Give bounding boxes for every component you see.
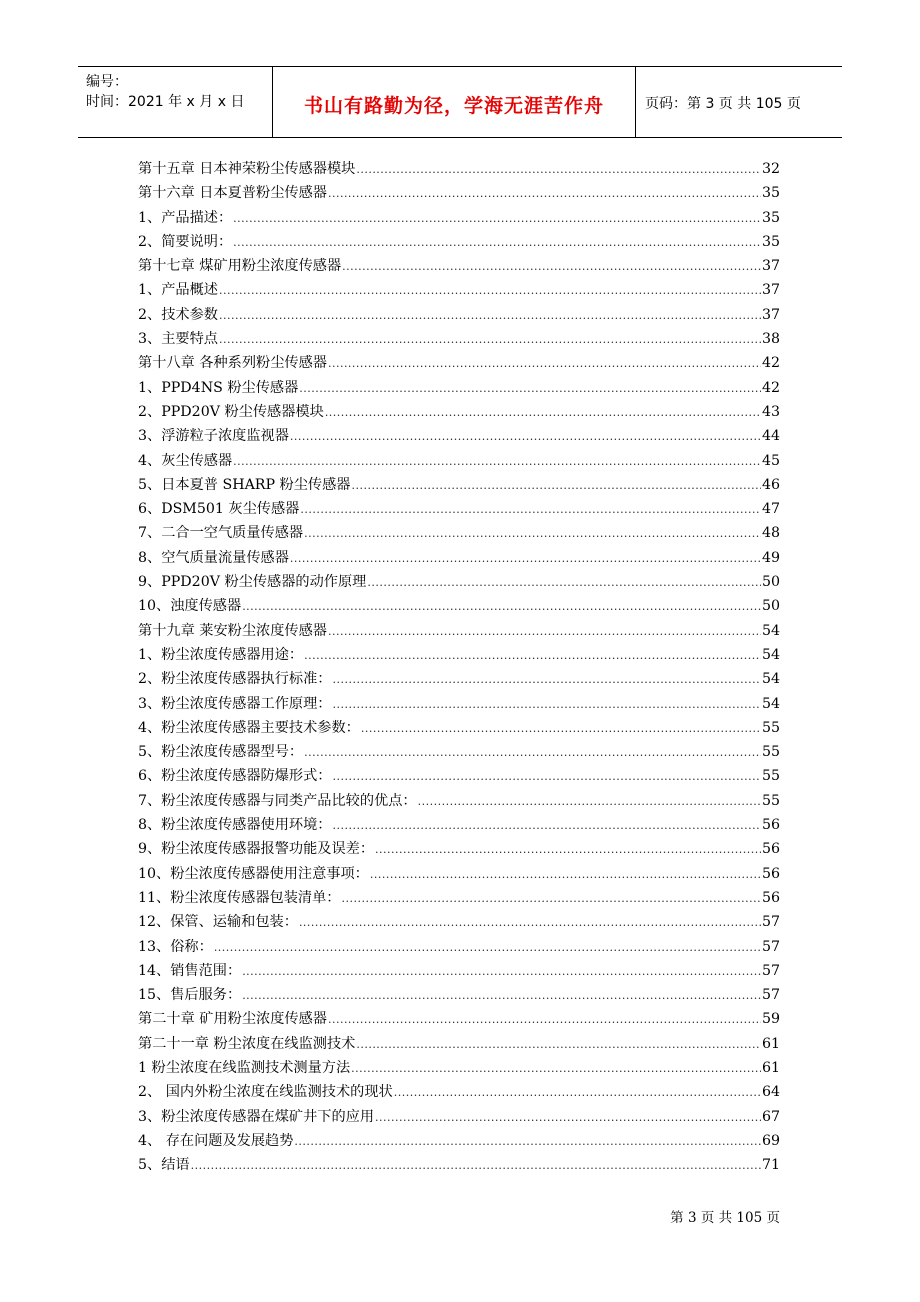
toc-entry-page: 32 xyxy=(761,161,780,177)
toc-entry-page: 61 xyxy=(761,1059,780,1076)
toc-entry[interactable] xyxy=(138,1105,780,1129)
toc-entry[interactable] xyxy=(138,716,780,740)
toc-leader-dots xyxy=(290,547,761,571)
toc-entry[interactable] xyxy=(138,1056,780,1080)
toc-entry-title: 2、简要说明： xyxy=(138,233,233,250)
toc-leader-dots xyxy=(328,182,761,206)
toc-entry-title: 12、保管、运输和包装： xyxy=(138,914,298,931)
toc-entry-title: 10、浊度传感器 xyxy=(138,598,242,615)
toc-entry-page: 54 xyxy=(761,671,780,688)
toc-entry-title: 1、粉尘浓度传感器用途： xyxy=(138,646,304,663)
toc-entry-title: 7、粉尘浓度传感器与同类产品比较的优点： xyxy=(138,792,417,809)
document-date: 时间：2021 年 x 月 x 日 xyxy=(86,94,245,110)
toc-entry[interactable] xyxy=(138,862,780,886)
toc-entry-title: 2、技术参数 xyxy=(138,306,218,323)
header-motto-cell xyxy=(272,67,636,137)
toc-entry[interactable] xyxy=(138,473,780,497)
toc-leader-dots xyxy=(328,352,761,376)
toc-entry-page: 56 xyxy=(761,865,780,882)
toc-leader-dots xyxy=(328,1008,761,1032)
toc-entry-page: 54 xyxy=(761,622,780,639)
toc-leader-dots xyxy=(300,498,761,522)
toc-entry[interactable] xyxy=(138,376,780,400)
toc-entry-title: 第十八章 各种系列粉尘传感器 xyxy=(138,355,327,372)
toc-leader-dots xyxy=(342,255,761,279)
toc-entry[interactable] xyxy=(138,740,780,764)
toc-entry-title: 3、粉尘浓度传感器工作原理： xyxy=(138,695,332,712)
toc-entry-page: 61 xyxy=(761,1035,780,1052)
toc-entry-page: 57 xyxy=(761,914,780,931)
toc-entry-title: 9、粉尘浓度传感器报警功能及误差： xyxy=(138,841,375,858)
toc-entry[interactable] xyxy=(138,1032,780,1056)
toc-entry-page: 44 xyxy=(761,428,780,445)
document-number-label: 编号： xyxy=(86,74,128,90)
toc-entry-page: 48 xyxy=(761,525,780,542)
toc-leader-dots xyxy=(418,790,761,814)
toc-leader-dots xyxy=(352,474,761,498)
toc-entry-page: 47 xyxy=(761,501,780,518)
toc-entry-page: 56 xyxy=(761,841,780,858)
toc-entry-title: 第十七章 煤矿用粉尘浓度传感器 xyxy=(138,258,342,275)
toc-entry-title: 第十六章 日本夏普粉尘传感器 xyxy=(138,185,327,202)
toc-entry-page: 45 xyxy=(761,452,780,469)
toc-leader-dots xyxy=(290,425,761,449)
toc-leader-dots xyxy=(242,595,761,619)
toc-entry-title: 6、DSM501 灰尘传感器 xyxy=(138,501,300,518)
toc-entry[interactable] xyxy=(138,497,780,521)
toc-entry[interactable] xyxy=(138,254,780,278)
toc-entry-title: 第十五章 日本神荣粉尘传感器模块 xyxy=(138,161,356,177)
toc-entry-title: 第十九章 莱安粉尘浓度传感器 xyxy=(138,622,327,639)
toc-entry-title: 1 粉尘浓度在线监测技术测量方法 xyxy=(138,1059,351,1076)
toc-entry[interactable] xyxy=(138,886,780,910)
toc-entry[interactable] xyxy=(138,400,780,424)
toc-leader-dots xyxy=(299,377,761,401)
toc-entry[interactable] xyxy=(138,570,780,594)
toc-entry[interactable] xyxy=(138,303,780,327)
toc-entry-title: 7、二合一空气质量传感器 xyxy=(138,525,304,542)
toc-entry-title: 4、灰尘传感器 xyxy=(138,452,233,469)
table-of-contents xyxy=(138,157,780,1177)
toc-leader-dots xyxy=(294,1130,761,1154)
toc-entry[interactable] xyxy=(138,278,780,302)
toc-entry-page: 37 xyxy=(761,282,780,299)
toc-entry-page: 49 xyxy=(761,549,780,566)
toc-leader-dots xyxy=(356,1033,761,1057)
toc-entry-page: 55 xyxy=(761,744,780,761)
toc-entry-page: 50 xyxy=(761,598,780,615)
toc-leader-dots xyxy=(214,936,761,960)
toc-leader-dots xyxy=(332,814,760,838)
toc-entry[interactable] xyxy=(138,546,780,570)
toc-leader-dots xyxy=(233,231,761,255)
toc-entry[interactable] xyxy=(138,1080,780,1104)
toc-entry-page: 35 xyxy=(761,233,780,250)
toc-leader-dots xyxy=(394,1081,761,1105)
toc-leader-dots xyxy=(219,328,761,352)
toc-entry-page: 42 xyxy=(761,379,780,396)
toc-entry[interactable] xyxy=(138,449,780,473)
header-page-cell xyxy=(635,67,842,137)
toc-entry[interactable] xyxy=(138,643,780,667)
toc-entry-title: 1、产品描述： xyxy=(138,209,233,226)
toc-leader-dots xyxy=(356,158,761,182)
toc-leader-dots xyxy=(325,401,761,425)
toc-entry-title: 3、浮游粒子浓度监视器 xyxy=(138,428,289,445)
toc-entry-page: 57 xyxy=(761,987,780,1004)
toc-entry-title: 3、粉尘浓度传感器在煤矿井下的应用 xyxy=(138,1108,375,1125)
toc-entry[interactable] xyxy=(138,521,780,545)
toc-entry[interactable] xyxy=(138,764,780,788)
toc-entry-page: 54 xyxy=(761,646,780,663)
toc-entry-title: 第二十一章 粉尘浓度在线监测技术 xyxy=(138,1035,356,1052)
toc-entry-page: 35 xyxy=(761,209,780,226)
toc-entry[interactable] xyxy=(138,327,780,351)
toc-entry-title: 2、PPD20V 粉尘传感器模块 xyxy=(138,403,324,420)
toc-leader-dots xyxy=(304,522,761,546)
toc-entry[interactable] xyxy=(138,813,780,837)
toc-entry-page: 71 xyxy=(761,1157,780,1174)
toc-leader-dots xyxy=(375,1106,761,1130)
toc-entry[interactable] xyxy=(138,1007,780,1031)
toc-entry-title: 13、俗称： xyxy=(138,938,213,955)
toc-entry[interactable] xyxy=(138,667,780,691)
toc-leader-dots xyxy=(242,984,761,1008)
toc-leader-dots xyxy=(375,838,761,862)
toc-entry[interactable] xyxy=(138,692,780,716)
toc-leader-dots xyxy=(367,571,761,595)
toc-entry[interactable] xyxy=(138,1129,780,1153)
toc-entry[interactable] xyxy=(138,181,780,205)
toc-entry-page: 55 xyxy=(761,768,780,785)
toc-entry[interactable] xyxy=(138,789,780,813)
toc-entry[interactable] xyxy=(138,206,780,230)
toc-entry-title: 1、PPD4NS 粉尘传感器 xyxy=(138,379,299,396)
toc-entry-title: 14、销售范围： xyxy=(138,962,242,979)
toc-entry[interactable] xyxy=(138,351,780,375)
toc-entry[interactable] xyxy=(138,959,780,983)
toc-leader-dots xyxy=(304,741,761,765)
page-footer: 第 3 页 共 105 页 xyxy=(670,1210,780,1226)
toc-leader-dots xyxy=(233,207,761,231)
toc-entry-title: 1、产品概述 xyxy=(138,282,218,299)
toc-entry-page: 55 xyxy=(761,719,780,736)
toc-entry-page: 37 xyxy=(761,306,780,323)
toc-entry-page: 57 xyxy=(761,938,780,955)
toc-leader-dots xyxy=(219,279,761,303)
toc-leader-dots xyxy=(332,668,760,692)
toc-entry-page: 64 xyxy=(761,1084,780,1101)
toc-entry-page: 42 xyxy=(761,355,780,372)
header-meta-cell xyxy=(78,67,272,137)
toc-entry-page: 67 xyxy=(761,1108,780,1125)
toc-entry[interactable] xyxy=(138,910,780,934)
toc-entry-page: 57 xyxy=(761,962,780,979)
header-page-info: 页码：第 3 页 共 105 页 xyxy=(645,96,801,112)
toc-entry-page: 35 xyxy=(761,185,780,202)
toc-entry[interactable] xyxy=(138,424,780,448)
toc-entry-title: 8、空气质量流量传感器 xyxy=(138,549,289,566)
toc-entry[interactable] xyxy=(138,230,780,254)
toc-entry[interactable] xyxy=(138,1153,780,1177)
toc-entry-title: 3、主要特点 xyxy=(138,331,218,348)
toc-entry-title: 6、粉尘浓度传感器防爆形式： xyxy=(138,768,332,785)
toc-leader-dots xyxy=(328,620,761,644)
toc-entry-title: 4、粉尘浓度传感器主要技术参数： xyxy=(138,719,360,736)
toc-entry[interactable] xyxy=(138,594,780,618)
toc-entry-page: 56 xyxy=(761,817,780,834)
toc-entry-title: 5、粉尘浓度传感器型号： xyxy=(138,744,304,761)
toc-leader-dots xyxy=(299,911,761,935)
toc-leader-dots xyxy=(304,644,761,668)
toc-entry[interactable] xyxy=(138,157,780,181)
header-motto: 书山有路勤为径，学海无涯苦作舟 xyxy=(303,95,604,117)
toc-entry-page: 54 xyxy=(761,695,780,712)
toc-entry-page: 37 xyxy=(761,258,780,275)
toc-entry-title: 11、粉尘浓度传感器包装清单： xyxy=(138,889,341,906)
toc-entry-title: 10、粉尘浓度传感器使用注意事项： xyxy=(138,865,369,882)
toc-entry-page: 38 xyxy=(761,331,780,348)
toc-entry-page: 46 xyxy=(761,476,780,493)
toc-leader-dots xyxy=(342,887,761,911)
toc-leader-dots xyxy=(191,1154,761,1178)
toc-entry-page: 59 xyxy=(761,1011,780,1028)
toc-entry-page: 43 xyxy=(761,403,780,420)
toc-leader-dots xyxy=(351,1057,761,1081)
toc-entry-title: 5、结语 xyxy=(138,1157,190,1174)
toc-entry[interactable] xyxy=(138,619,780,643)
toc-entry-page: 69 xyxy=(761,1132,780,1149)
toc-entry-title: 8、粉尘浓度传感器使用环境： xyxy=(138,817,332,834)
page-header xyxy=(78,66,842,138)
toc-entry-title: 9、PPD20V 粉尘传感器的动作原理 xyxy=(138,574,367,591)
toc-entry-title: 第二十章 矿用粉尘浓度传感器 xyxy=(138,1011,327,1028)
toc-leader-dots xyxy=(233,450,761,474)
toc-leader-dots xyxy=(332,693,760,717)
toc-leader-dots xyxy=(361,717,761,741)
toc-entry-page: 56 xyxy=(761,889,780,906)
toc-entry-title: 15、售后服务： xyxy=(138,987,242,1004)
toc-entry-title: 2、 国内外粉尘浓度在线监测技术的现状 xyxy=(138,1084,393,1101)
toc-entry[interactable] xyxy=(138,983,780,1007)
toc-entry-page: 55 xyxy=(761,792,780,809)
toc-entry[interactable] xyxy=(138,837,780,861)
toc-entry[interactable] xyxy=(138,935,780,959)
toc-entry-title: 2、粉尘浓度传感器执行标准： xyxy=(138,671,332,688)
toc-entry-page: 50 xyxy=(761,574,780,591)
toc-leader-dots xyxy=(332,765,760,789)
toc-leader-dots xyxy=(370,863,761,887)
toc-entry-title: 5、日本夏普 SHARP 粉尘传感器 xyxy=(138,476,351,493)
toc-leader-dots xyxy=(242,960,761,984)
toc-entry-title: 4、 存在问题及发展趋势 xyxy=(138,1132,294,1149)
toc-leader-dots xyxy=(219,304,761,328)
